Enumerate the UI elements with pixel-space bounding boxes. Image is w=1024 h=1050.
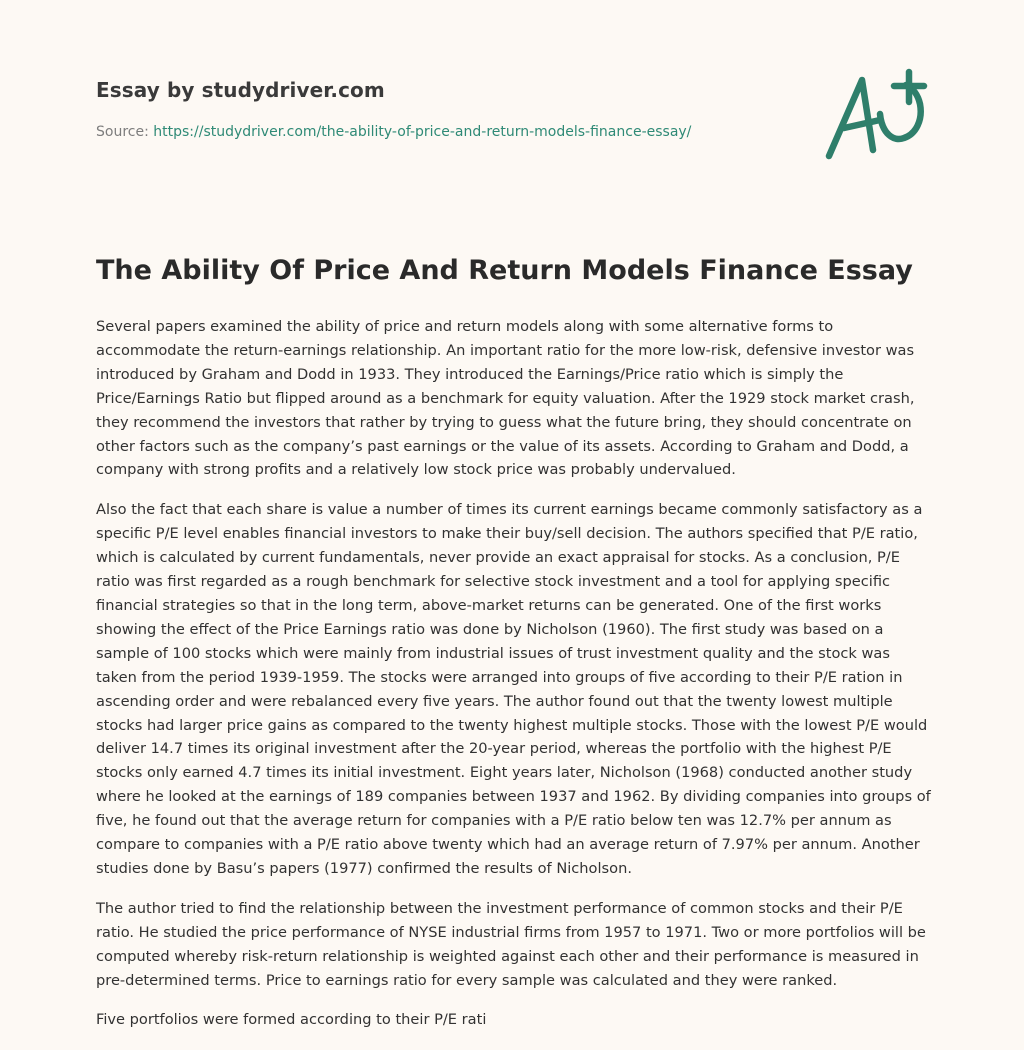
essay-title: The Ability Of Price And Return Models Finance Essay (96, 255, 913, 286)
paragraph: Five portfolios were formed according to their P/E rati (96, 1011, 487, 1029)
essay-body (96, 315, 931, 1048)
source-line (96, 124, 796, 140)
paragraph: Several papers examined the ability of price and return models along with some alternative forms to accommodate the return-earnings relationship. An important ratio for the more low-risk, defensive investor was introduced by Graham and Dodd in 1933. They introduced the Earnings/Price ratio which is simply the Price/Earnings Ratio but flipped around as a benchmark for equity valuation. After the 1929 stock market crash, they recommend the investors that rather by trying to guess what the future bring, they should concentrate on other factors such as the company’s past earnings or the value of its assets. According to Graham and Dodd, a company with strong profits and a relatively low stock price was probably undervalued. (96, 318, 915, 479)
a-plus-logo-icon (820, 68, 928, 164)
site-brand: Essay by studydriver.com (96, 78, 385, 102)
source-link[interactable]: https://studydriver.com/the-ability-of-price-and-return-models-finance-essay/ (153, 124, 692, 140)
paragraph: The author tried to find the relationship between the investment performance of common stocks and their P/E ratio. He studied the price performance of NYSE industrial firms from 1957 to 1971. Two or more portfolios will be computed whereby risk-return relationship is weighted against each other and their performance is measured in pre-determined terms. Price to earnings ratio for every sample was calculated and they were ranked. (96, 899, 926, 989)
source-label: Source: (96, 124, 149, 140)
paragraph: Also the fact that each share is value a number of times its current earnings became commonly satisfactory as a specific P/E level enables financial investors to make their buy/sell decision. The authors specified that P/E ratio, which is calculated by current fundamentals, never provide an exact appraisal for stocks. As a conclusion, P/E ratio was first regarded as a rough benchmark for selective stock investment and a tool for applying specific financial strategies so that in the long term, above-market returns can be generated. One of the first works showing the effect of the Price Earnings ratio was done by Nicholson (1960). The first study was based on a sample of 100 stocks which were mainly from industrial issues of trust investment quality and the stock was taken from the period 1939-1959. The stocks were arranged into groups of five according to their P/E ration in ascending order and were rebalanced every five years. The author found out that the twenty lowest multiple stocks had larger price gains as compared to the twenty highest multiple stocks. Those with the lowest P/E would deliver 14.7 times its original investment after the 20-year period, whereas the portfolio with the highest P/E stocks only earned 4.7 times its initial investment. Eight years later, Nicholson (1968) conducted another study where he looked at the earnings of 189 companies between 1937 and 1962. By dividing companies into groups of five, he found out that the average return for companies with a P/E ratio below ten was 12.7% per annum as compare to companies with a P/E ratio above twenty which had an average return of 7.97% per annum. Another studies done by Basu’s papers (1977) confirmed the results of Nicholson. (96, 501, 931, 877)
essay-header (96, 78, 796, 140)
